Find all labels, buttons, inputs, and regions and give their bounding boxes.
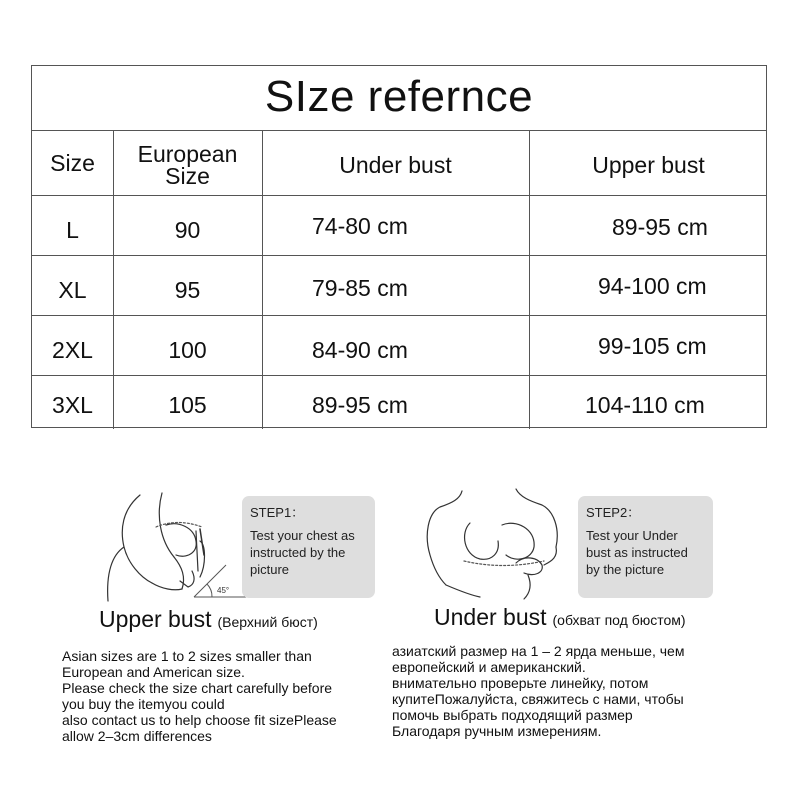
header-size: Size (50, 150, 95, 176)
header-european-line: Size (165, 163, 210, 189)
note-line: you buy the itemyou could (62, 696, 225, 712)
cell-european: 95 (174, 277, 201, 303)
table-title-row (32, 66, 766, 131)
row-divider (32, 375, 766, 376)
row-divider (32, 315, 766, 316)
cell-size: 3XL (52, 392, 93, 418)
note-line: внимательно проверьте линейку, потом (392, 675, 649, 691)
cell-size: XL (58, 277, 87, 303)
row-divider (32, 195, 766, 196)
cell-size: L (66, 217, 79, 243)
angle-label: 45° (217, 586, 230, 595)
step1-text: Test your chest as instructed by the picture (250, 528, 355, 577)
cell-european: 105 (168, 392, 207, 418)
step1-title: STEP1： (250, 505, 305, 520)
note-russian (392, 643, 684, 739)
header-under-bust: Under bust (339, 152, 452, 178)
note-line: also contact us to help choose fit sizePlease (62, 712, 337, 728)
cell-upper-bust: 99-105 cm (598, 333, 707, 359)
cell-european: 90 (174, 217, 201, 243)
under-bust-caption-en: Under bust (434, 604, 547, 630)
size-reference-table (31, 65, 767, 428)
cell-under-bust: 74-80 cm (312, 213, 408, 239)
under-bust-caption (434, 604, 686, 631)
under-bust-illustration (420, 485, 580, 603)
row-divider (32, 255, 766, 256)
cell-under-bust: 89-95 cm (312, 392, 408, 418)
cell-under-bust: 79-85 cm (312, 275, 408, 301)
step2-text: Test your Under bust as instructed by the picture (586, 528, 688, 577)
upper-bust-caption-ru: (Верхний бюст) (217, 614, 318, 630)
header-upper-bust: Upper bust (592, 152, 705, 178)
note-english (62, 648, 337, 744)
under-bust-caption-ru: (обхват под бюстом) (552, 612, 686, 628)
cell-under-bust: 84-90 cm (312, 337, 408, 363)
upper-bust-caption (99, 606, 318, 633)
note-line: Благодаря ручным измерениям. (392, 723, 602, 739)
upper-bust-illustration (82, 485, 252, 603)
header-european-line: European (137, 141, 238, 167)
note-line: азиатский размер на 1 – 2 ярда меньше, чем (392, 643, 685, 659)
note-line: Please check the size chart carefully before (62, 680, 333, 696)
cell-upper-bust: 104-110 cm (585, 392, 705, 418)
cell-size: 2XL (52, 337, 93, 363)
step2-box (578, 496, 713, 598)
cell-upper-bust: 94-100 cm (598, 273, 707, 299)
cell-european: 100 (168, 337, 207, 363)
step2-title: STEP2： (586, 505, 641, 520)
header-european-size (113, 143, 262, 187)
note-line: Asian sizes are 1 to 2 sizes smaller than (62, 648, 312, 664)
note-line: European and American size. (62, 664, 245, 680)
cell-upper-bust: 89-95 cm (612, 214, 708, 240)
note-line: помочь выбрать подходящий размер (392, 707, 633, 723)
table-title: SIze refernce (264, 72, 534, 121)
note-line: allow 2–3cm differences (62, 728, 212, 744)
step1-box (242, 496, 375, 598)
upper-bust-caption-en: Upper bust (99, 606, 212, 632)
note-line: европейский и американский. (392, 659, 586, 675)
note-line: купитеПожалуйста, свяжитесь с нами, чтобы (392, 691, 684, 707)
